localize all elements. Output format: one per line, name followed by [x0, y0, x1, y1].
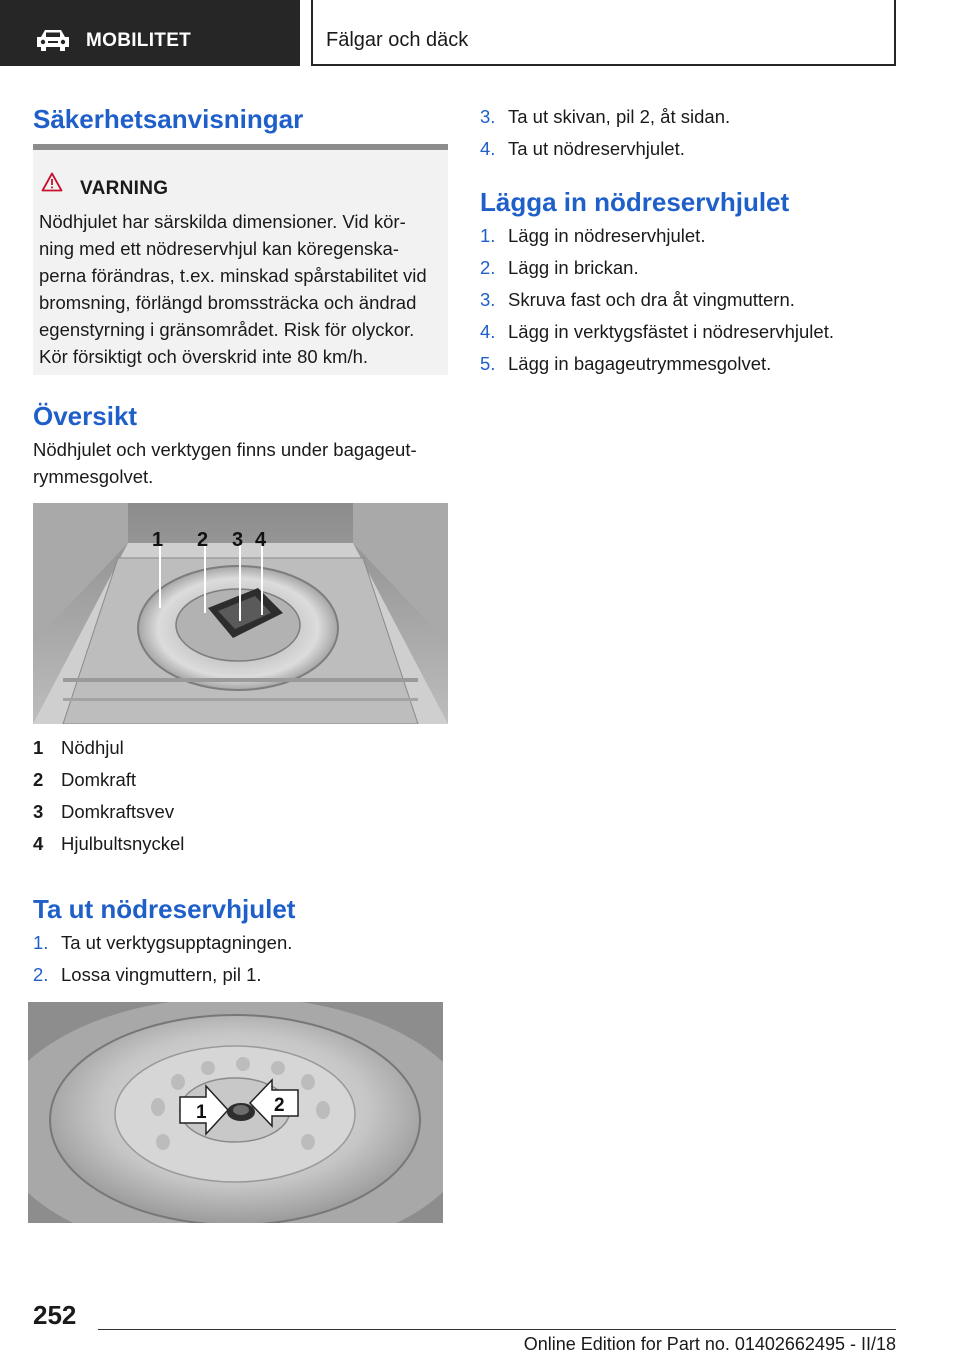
intro-line: Nödhjulet och verktygen finns under bagageut- — [33, 439, 417, 460]
step-text: Ta ut verktygsupptagningen. — [61, 932, 293, 953]
overview-intro — [33, 436, 448, 490]
figure-label: 1 — [152, 529, 164, 551]
section-label: MOBILITET — [86, 30, 192, 51]
warning-line: Kör försiktigt och överskrid inte 80 km/h. — [39, 346, 369, 367]
trunk-illustration — [33, 503, 448, 724]
arrow-label: 1 — [196, 1102, 207, 1123]
step-item — [480, 286, 795, 313]
step-text: Lossa vingmuttern, pil 1. — [61, 964, 262, 985]
figure-spare-wheel — [28, 1002, 443, 1223]
header-section-tab — [0, 0, 300, 66]
step-text: Lägg in verktygsfästet i nödreservhjulet. — [508, 321, 834, 342]
legend-text: Domkraftsvev — [61, 801, 175, 822]
step-number: 3. — [480, 289, 496, 310]
legend-item — [33, 734, 124, 761]
legend-text: Domkraft — [61, 769, 137, 790]
car-icon — [35, 27, 71, 53]
heading-insert: Lägga in nödreservhjulet — [480, 187, 790, 217]
step-number: 2. — [33, 964, 49, 985]
figure-label: 4 — [255, 529, 267, 551]
step-text: Ta ut skivan, pil 2, åt sidan. — [508, 106, 731, 127]
figure-label: 2 — [197, 529, 209, 551]
step-number: 1. — [480, 225, 496, 246]
step-item — [480, 103, 730, 130]
heading-overview: Översikt — [33, 401, 138, 431]
intro-line: rymmesgolvet. — [33, 466, 154, 487]
figure-label: 3 — [232, 529, 244, 551]
footer-divider — [98, 1329, 896, 1330]
step-text: Lägg in brickan. — [508, 257, 639, 278]
step-item — [480, 318, 834, 345]
warning-line: perna förändras, t.ex. minskad spårstabilitet vid — [39, 265, 427, 286]
step-text: Lägg in bagageutrymmesgolvet. — [508, 353, 772, 374]
step-item — [480, 350, 771, 377]
figure-trunk-overview — [33, 503, 448, 724]
legend-number: 4 — [33, 833, 44, 854]
legend-item — [33, 766, 136, 793]
warning-triangle-icon — [41, 172, 63, 192]
heading-remove: Ta ut nödreservhjulet — [33, 894, 296, 924]
step-number: 2. — [480, 257, 496, 278]
legend-text: Hjulbultsnyckel — [61, 833, 185, 854]
legend-number: 1 — [33, 737, 44, 758]
step-number: 1. — [33, 932, 49, 953]
legend-number: 2 — [33, 769, 44, 790]
step-text: Skruva fast och dra åt vingmuttern. — [508, 289, 795, 310]
warning-line: Nödhjulet har särskilda dimensioner. Vid kör- — [39, 211, 406, 232]
legend-text: Nödhjul — [61, 737, 124, 758]
heading-safety: Säkerhetsanvisningar — [33, 104, 304, 134]
legend-number: 3 — [33, 801, 44, 822]
step-item — [480, 254, 639, 281]
step-item — [33, 929, 292, 956]
footer-edition: Online Edition for Part no. 01402662495 - II/18 — [523, 1334, 896, 1354]
step-number: 5. — [480, 353, 496, 374]
warning-line: egenstyrning i gränsområdet. Risk för olyckor. — [39, 319, 415, 340]
step-number: 4. — [480, 321, 496, 342]
legend-item — [33, 830, 184, 857]
step-number: 4. — [480, 138, 496, 159]
chapter-label: Fälgar och däck — [326, 29, 469, 51]
arrow-label: 2 — [274, 1095, 285, 1116]
warning-text — [39, 208, 444, 370]
step-text: Ta ut nödreservhjulet. — [508, 138, 685, 159]
step-item — [480, 135, 685, 162]
step-number: 3. — [480, 106, 496, 127]
header-chapter-tab — [311, 0, 896, 66]
warning-line: bromsning, förlängd bromssträcka och ändrad — [39, 292, 417, 313]
step-text: Lägg in nödreservhjulet. — [508, 225, 706, 246]
step-item — [33, 961, 262, 988]
warning-box — [33, 144, 448, 375]
legend-item — [33, 798, 174, 825]
step-item — [480, 222, 705, 249]
page-number: 252 — [33, 1300, 77, 1330]
warning-line: ning med ett nödreservhjul kan köregenska- — [39, 238, 399, 259]
wheel-illustration — [28, 1002, 443, 1223]
warning-title: VARNING — [80, 178, 169, 199]
